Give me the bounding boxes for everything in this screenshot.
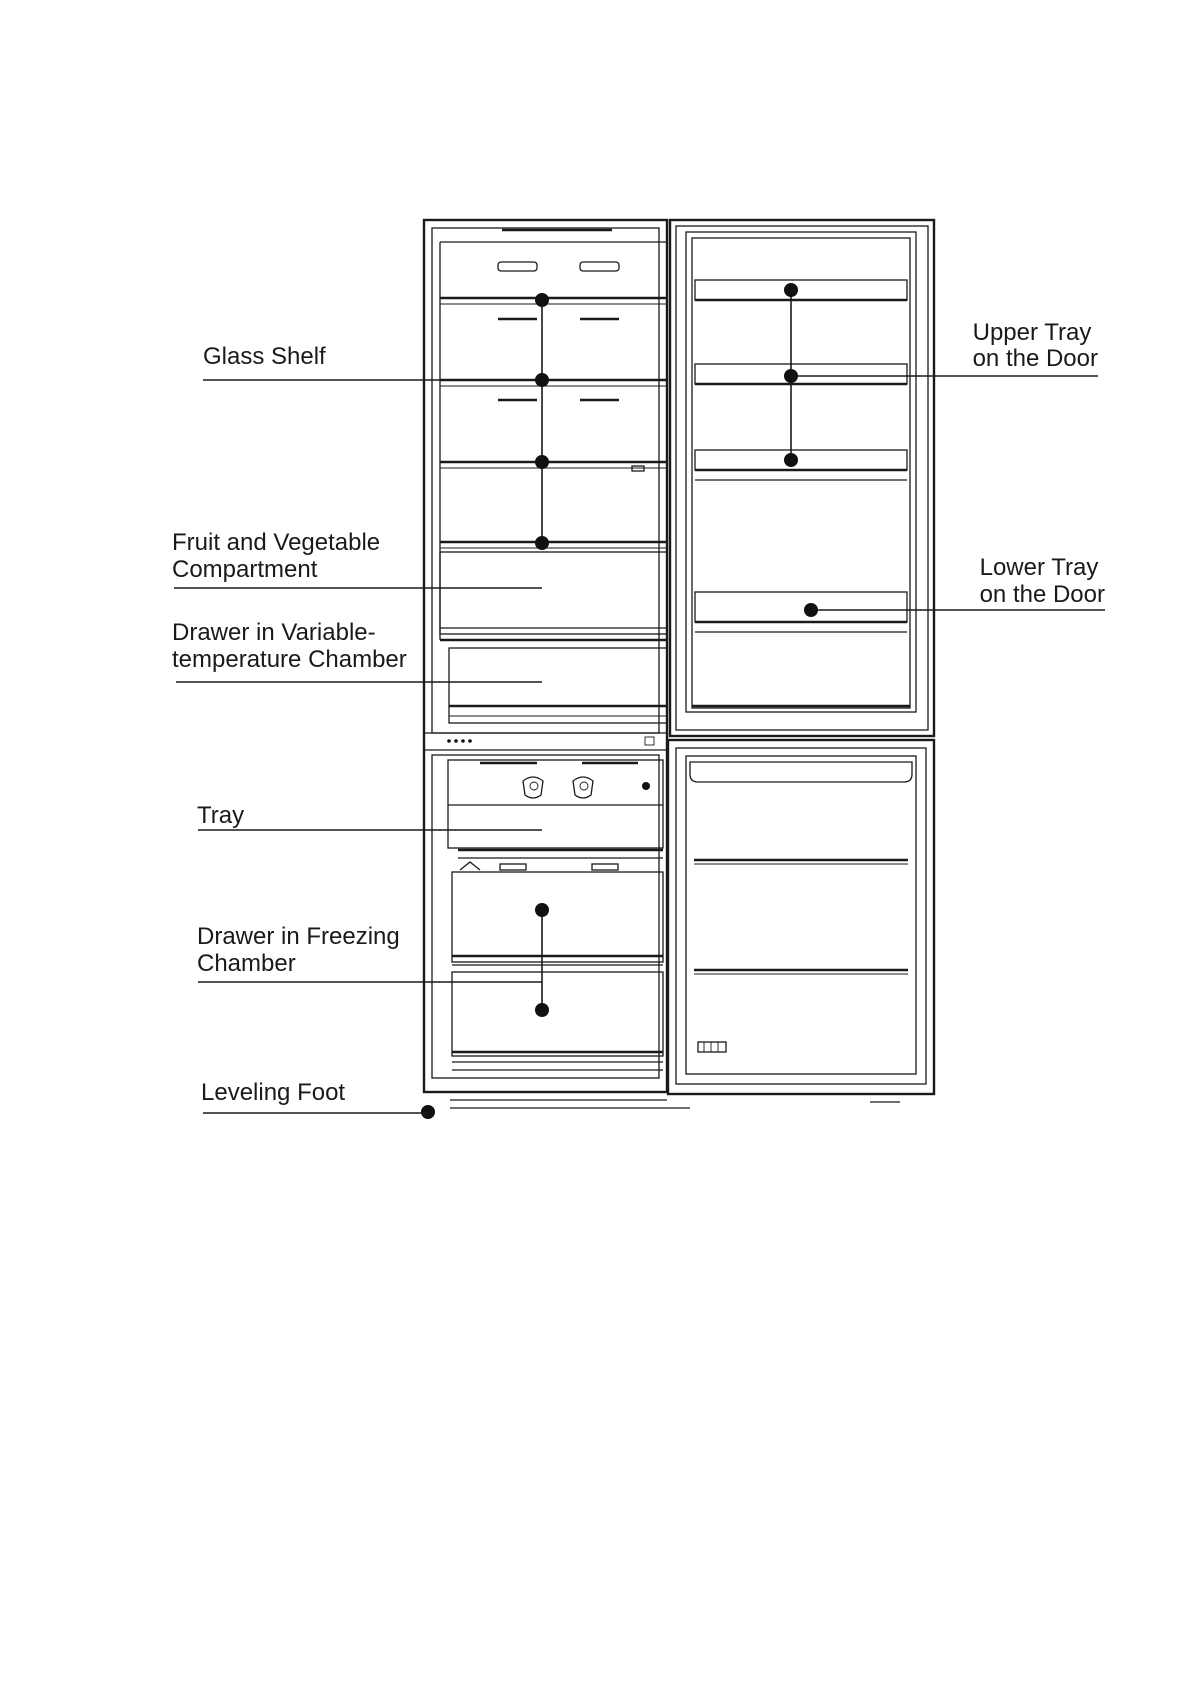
cabinet-outline (424, 220, 690, 1108)
label-freezing-drawer: Drawer in Freezing Chamber (197, 923, 400, 977)
label-lower-tray-door: Lower Tray on the Door (979, 554, 1105, 608)
label-variable-temperature-drawer: Drawer in Variable- temperature Chamber (172, 619, 407, 673)
freezer-tray (448, 760, 663, 870)
leveling-foot (421, 1105, 435, 1119)
label-glass-shelf: Glass Shelf (203, 343, 326, 370)
fruit-vegetable-compartment (440, 552, 667, 640)
label-fruit-vegetable-compartment: Fruit and Vegetable Compartment (172, 529, 381, 583)
glass-shelves (440, 242, 667, 640)
label-upper-tray-door: Upper Tray on the Door (972, 319, 1098, 372)
upper-tray-callout (784, 283, 1098, 467)
freezer-door (668, 740, 934, 1102)
variable-temperature-drawer (449, 648, 667, 723)
label-leveling-foot: Leveling Foot (201, 1079, 346, 1106)
glass-shelf-callout (203, 293, 549, 550)
freezer-drawers (452, 872, 663, 1070)
fridge-door (670, 220, 934, 736)
label-tray: Tray (197, 802, 245, 829)
